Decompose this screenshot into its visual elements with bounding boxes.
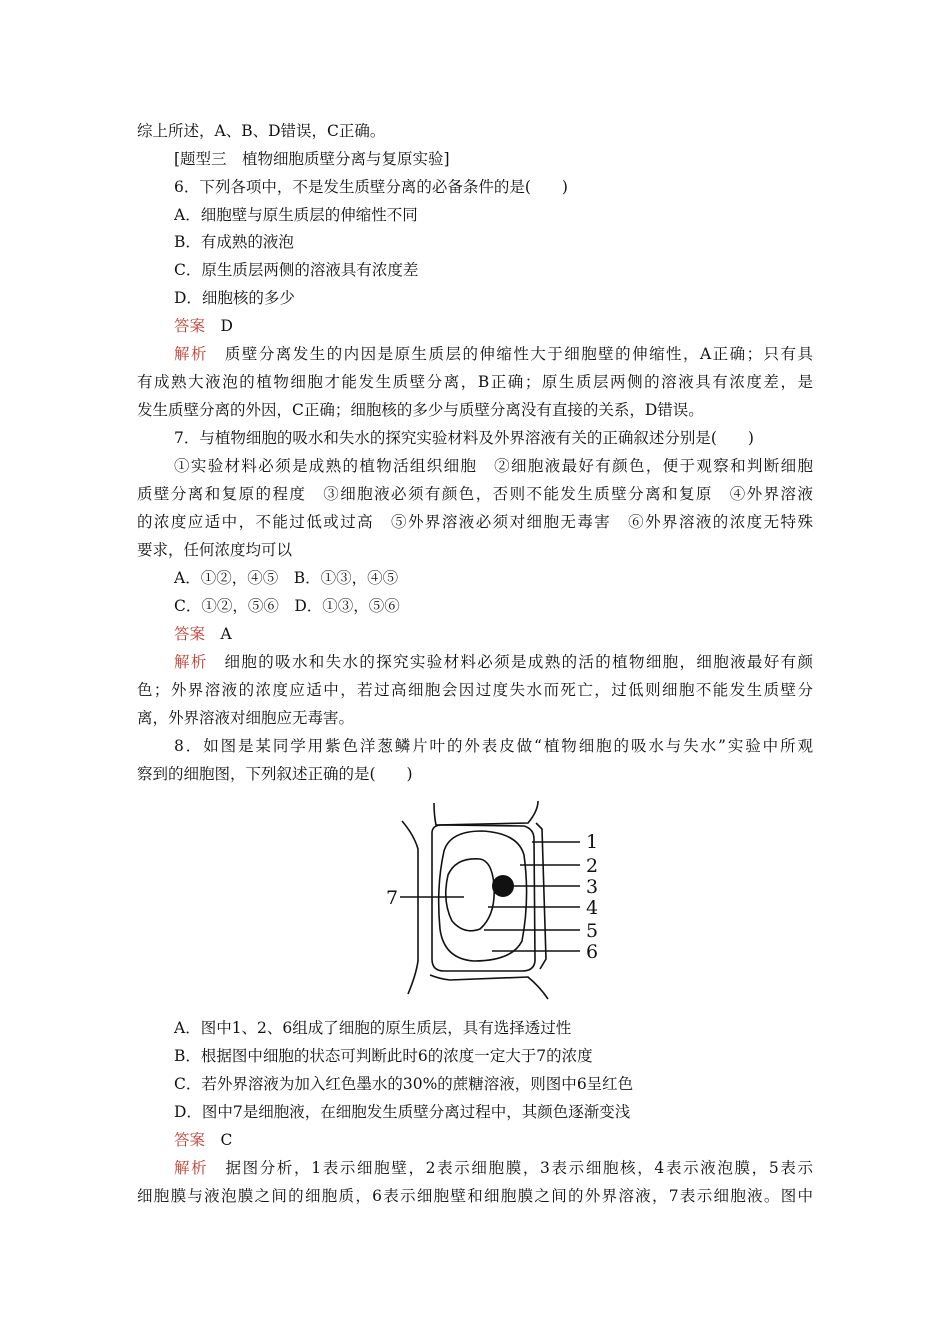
label-1: 1 xyxy=(586,831,599,853)
section-heading: [题型三 植物细胞质壁分离与复原实验] xyxy=(174,150,450,168)
answer-value: C xyxy=(220,1131,233,1149)
answer-label: 答案 xyxy=(174,1131,206,1149)
q7-statement-line-2: 质壁分离和复原的程度 ③细胞液必须有颜色，否则不能发生质壁分离和复原 ④外界溶液 xyxy=(137,485,813,503)
q7-statement-line-3: 的浓度应适中，不能过低或过高 ⑤外界溶液必须对细胞无毒害 ⑥外界溶液的浓度无特殊 xyxy=(137,513,813,531)
cell-membrane xyxy=(439,831,527,961)
analysis-text: 细胞的吸水和失水的探究实验材料必须是成熟的活的植物细胞，细胞液最好有颜 xyxy=(223,653,813,671)
q6-analysis-line-2: 有成熟大液泡的植物细胞才能发生质壁分离，B正确；原生质层两侧的溶液具有浓度差，是 xyxy=(137,373,813,391)
answer-value: A xyxy=(220,625,232,643)
analysis-label: 解析 xyxy=(174,653,208,671)
q8-analysis-line-2: 细胞膜与液泡膜之间的细胞质，6表示细胞壁和细胞膜之间的外界溶液，7表示细胞液。图中 xyxy=(137,1187,813,1205)
nucleus xyxy=(492,875,514,897)
q7-statement-line-1: ①实验材料必须是成熟的植物活组织细胞 ②细胞液最好有颜色，便于观察和判断细胞 xyxy=(174,457,813,475)
cell-diagram xyxy=(370,789,620,1009)
q8-option-b: B．根据图中细胞的状态可判断此时6的浓度一定大于7的浓度 xyxy=(174,1047,593,1065)
q6-option-a: A．细胞壁与原生质层的伸缩性不同 xyxy=(174,206,418,224)
q8-option-a: A．图中1、2、6组成了细胞的原生质层，具有选择透过性 xyxy=(174,1019,572,1037)
q6-option-b: B．有成熟的液泡 xyxy=(174,233,294,251)
q7-analysis-line-2: 色；外界溶液的浓度应适中，若过高细胞会因过度失水而死亡，过低则细胞不能发生质壁分 xyxy=(137,681,813,699)
q7-analysis-line-3: 离，外界溶液对细胞应无毒害。 xyxy=(137,709,355,727)
q8-answer xyxy=(174,1126,232,1154)
q6-answer xyxy=(174,312,233,340)
question-8-stem-line-2: 察到的细胞图，下列叙述正确的是( ) xyxy=(137,765,413,783)
question-6-stem: 6．下列各项中，不是发生质壁分离的必备条件的是( ) xyxy=(174,178,568,196)
plasmolysis-cell-figure xyxy=(370,789,620,1009)
label-2: 2 xyxy=(586,855,599,877)
q6-option-c: C．原生质层两侧的溶液具有浓度差 xyxy=(174,261,419,279)
label-7: 7 xyxy=(386,887,399,909)
analysis-text: 据图分析，1表示细胞壁，2表示细胞膜，3表示细胞核，4表示液泡膜，5表示 xyxy=(223,1159,813,1177)
answer-label: 答案 xyxy=(174,317,206,335)
question-7-stem: 7．与植物细胞的吸水和失水的探究实验材料及外界溶液有关的正确叙述分别是( ) xyxy=(174,429,754,447)
q8-option-c: C．若外界溶液为加入红色墨水的30%的蔗糖溶液，则图中6呈红色 xyxy=(174,1075,634,1093)
analysis-label: 解析 xyxy=(174,345,208,363)
answer-label: 答案 xyxy=(174,625,206,643)
q8-analysis-line-1 xyxy=(174,1154,813,1182)
q6-analysis-line-1 xyxy=(174,340,813,368)
label-3: 3 xyxy=(586,876,599,898)
q7-statement-line-4: 要求，任何浓度均可以 xyxy=(137,541,293,559)
label-6: 6 xyxy=(586,941,599,963)
analysis-text: 质壁分离发生的内因是原生质层的伸缩性大于细胞壁的伸缩性，A正确；只有具 xyxy=(223,345,813,363)
q7-options-ab: A．①②，④⑤ B．①③，④⑤ xyxy=(174,569,399,587)
vacuole-membrane xyxy=(446,859,494,931)
label-5: 5 xyxy=(586,920,599,942)
label-4: 4 xyxy=(586,897,599,919)
conclusion-line: 综上所述，A、B、D错误，C正确。 xyxy=(137,122,386,140)
answer-value: D xyxy=(220,317,233,335)
q6-analysis-line-3: 发生质壁分离的外因，C正确；细胞核的多少与质壁分离没有直接的关系，D错误。 xyxy=(137,401,704,419)
q8-option-d: D．图中7是细胞液，在细胞发生质壁分离过程中，其颜色逐渐变浅 xyxy=(174,1103,631,1121)
q7-options-cd: C．①②，⑤⑥ D．①③，⑤⑥ xyxy=(174,597,400,615)
analysis-label: 解析 xyxy=(174,1159,209,1177)
cell-wall-outline xyxy=(402,821,418,994)
q6-option-d: D．细胞核的多少 xyxy=(174,289,295,307)
q7-analysis-line-1 xyxy=(174,648,813,676)
q7-answer xyxy=(174,620,232,648)
question-8-stem-line-1: 8．如图是某同学用紫色洋葱鳞片叶的外表皮做“植物细胞的吸水与失水”实验中所观 xyxy=(174,737,813,755)
